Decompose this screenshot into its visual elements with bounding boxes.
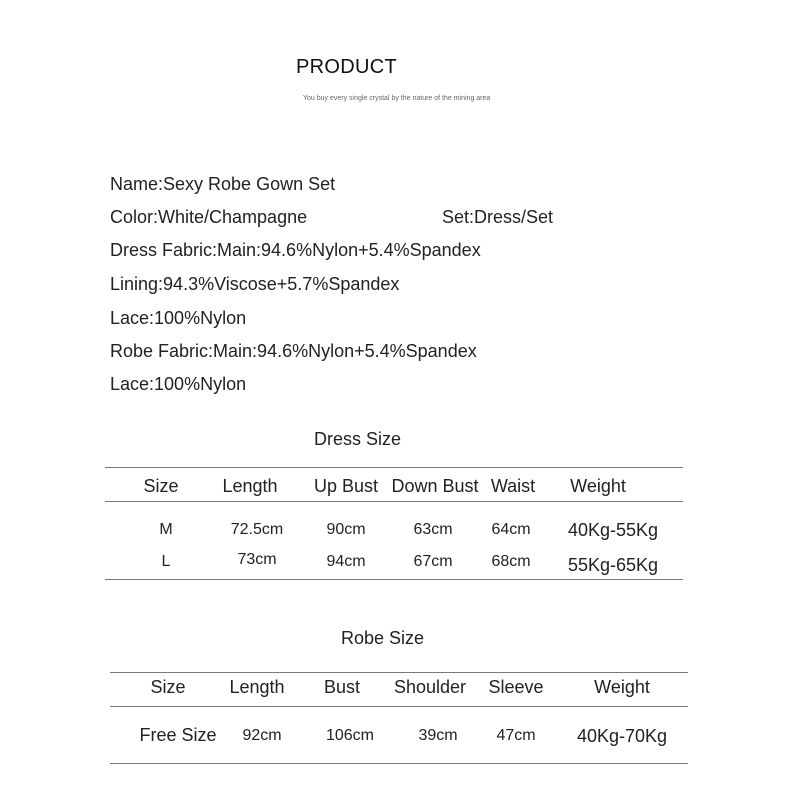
- page-title: PRODUCT: [296, 56, 397, 78]
- info-set: Set:Dress/Set: [442, 207, 554, 227]
- dress-table-header-rule: [105, 501, 683, 502]
- page-subtitle: You buy every single crystal by the nature of the mining area: [303, 95, 491, 102]
- robe-cell-length: 92cm: [242, 727, 282, 744]
- robe-header-length: Length: [229, 677, 285, 697]
- robe-header-sleeve: Sleeve: [488, 677, 544, 697]
- info-lining: Lining:94.3%Viscose+5.7%Spandex: [110, 274, 400, 294]
- dress-table-bottom-rule: [105, 579, 683, 580]
- dress-cell-down-bust: 63cm: [413, 521, 453, 538]
- dress-header-size: Size: [143, 476, 179, 496]
- dress-size-title: Dress Size: [314, 429, 402, 449]
- robe-size-title: Robe Size: [341, 628, 425, 648]
- robe-table-bottom-rule: [110, 763, 688, 764]
- robe-table-top-rule: [110, 672, 688, 673]
- dress-cell-size: L: [161, 553, 171, 570]
- dress-cell-waist: 64cm: [491, 521, 531, 538]
- robe-header-size: Size: [150, 677, 186, 697]
- robe-cell-weight: 40Kg-70Kg: [576, 726, 668, 746]
- dress-header-length: Length: [222, 476, 278, 496]
- dress-cell-weight: 40Kg-55Kg: [567, 520, 659, 540]
- robe-cell-bust: 106cm: [325, 727, 375, 744]
- info-name: Name:Sexy Robe Gown Set: [110, 174, 336, 194]
- dress-cell-length: 73cm: [237, 551, 277, 568]
- dress-header-waist: Waist: [490, 476, 536, 496]
- info-dress-fabric: Dress Fabric:Main:94.6%Nylon+5.4%Spandex: [110, 240, 481, 260]
- dress-header-up-bust: Up Bust: [313, 476, 379, 496]
- dress-header-weight: Weight: [570, 476, 626, 496]
- robe-cell-sleeve: 47cm: [496, 727, 536, 744]
- dress-cell-down-bust: 67cm: [413, 553, 453, 570]
- dress-cell-waist: 68cm: [491, 553, 531, 570]
- robe-header-weight: Weight: [594, 677, 650, 697]
- robe-table-header-rule: [110, 706, 688, 707]
- info-color: Color:White/Champagne: [110, 207, 308, 227]
- dress-cell-up-bust: 90cm: [326, 521, 366, 538]
- dress-table-top-rule: [105, 467, 683, 468]
- dress-cell-up-bust: 94cm: [326, 553, 366, 570]
- info-lace: Lace:100%Nylon: [110, 308, 247, 328]
- dress-cell-size: M: [159, 521, 173, 538]
- dress-cell-weight: 55Kg-65Kg: [567, 555, 659, 575]
- dress-cell-length: 72.5cm: [230, 521, 284, 538]
- robe-cell-size: Free Size: [139, 725, 217, 745]
- robe-cell-shoulder: 39cm: [418, 727, 458, 744]
- dress-header-down-bust: Down Bust: [391, 476, 479, 496]
- robe-header-bust: Bust: [323, 677, 361, 697]
- info-lace-robe: Lace:100%Nylon: [110, 374, 247, 394]
- info-robe-fabric: Robe Fabric:Main:94.6%Nylon+5.4%Spandex: [110, 341, 477, 361]
- robe-header-shoulder: Shoulder: [393, 677, 467, 697]
